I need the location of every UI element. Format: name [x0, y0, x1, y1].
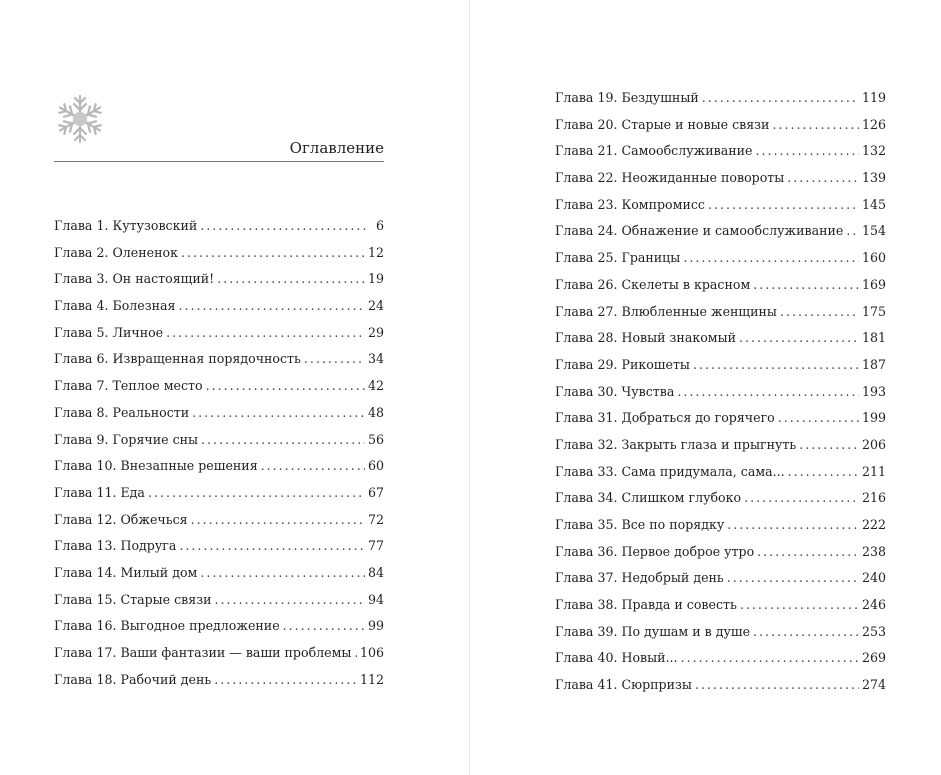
toc-entry-page: 160: [861, 250, 886, 266]
toc-entry[interactable]: [555, 595, 886, 622]
toc-entry-label: Глава 30. Чувства: [555, 383, 675, 399]
toc-entry-label: Глава 11. Еда: [54, 484, 145, 500]
toc-entry-page: 94: [367, 591, 384, 607]
dot-leader: [683, 248, 859, 268]
dot-leader: [179, 536, 365, 556]
toc-entry-label: Глава 27. Влюбленные женщины: [555, 303, 777, 319]
toc-entry-label: Глава 20. Старые и новые связи: [555, 116, 770, 132]
toc-entry[interactable]: [555, 302, 886, 329]
toc-entry-page: 67: [367, 484, 384, 500]
dot-leader: [181, 243, 365, 263]
dot-leader: [727, 515, 859, 535]
toc-entry-page: 24: [367, 298, 384, 314]
toc-entry[interactable]: [54, 510, 384, 537]
toc-entry[interactable]: [555, 435, 886, 462]
toc-entry-label: Глава 19. Бездушный: [555, 90, 699, 105]
toc-entry-page: 187: [861, 356, 886, 372]
toc-entry-page: 132: [861, 143, 886, 159]
toc-entry[interactable]: [54, 456, 384, 483]
toc-entry-label: Глава 25. Границы: [555, 250, 681, 266]
toc-entry-label: Глава 34. Слишком глубоко: [555, 490, 742, 506]
dot-leader: [755, 141, 859, 161]
toc-entry-page: 193: [861, 383, 886, 399]
toc-entry[interactable]: [54, 483, 384, 510]
toc-entry-page: 216: [861, 490, 886, 506]
toc-entry[interactable]: [555, 221, 886, 248]
toc-entry[interactable]: [555, 355, 886, 382]
toc-entry-label: Глава 41. Сюрпризы: [555, 677, 692, 693]
toc-entry-label: Глава 35. Все по порядку: [555, 517, 725, 532]
toc-entry[interactable]: [555, 408, 886, 435]
toc-entry-label: Глава 32. Закрыть глаза и прыгнуть: [555, 436, 797, 452]
toc-entry-label: Глава 8. Реальности: [54, 404, 190, 420]
toc-entry-label: Глава 3. Он настоящий!: [54, 271, 215, 287]
toc-entry-label: Глава 13. Подруга: [54, 538, 177, 554]
toc-entry-label: Глава 1. Кутузовский: [54, 218, 198, 233]
toc-entry-page: 211: [861, 463, 886, 479]
dot-leader: [354, 643, 357, 663]
toc-entry-label: Глава 12. Обжечься: [54, 511, 188, 527]
dot-leader: [214, 670, 357, 690]
dot-leader: [214, 590, 364, 610]
toc-entry[interactable]: [555, 648, 886, 675]
toc-entry-page: 19: [367, 271, 384, 287]
toc-entry-label: Глава 2. Олененок: [54, 244, 178, 260]
toc-entry-label: Глава 33. Сама придумала, сама...: [555, 463, 785, 479]
toc-entry[interactable]: [54, 563, 384, 590]
dot-leader: [283, 616, 365, 636]
toc-entry-label: Глава 29. Рикошеты: [555, 356, 690, 372]
toc-entry-label: Глава 10. Внезапные решения: [54, 458, 258, 474]
dot-leader: [200, 216, 367, 236]
toc-entry[interactable]: [555, 248, 886, 275]
toc-entry[interactable]: [555, 382, 886, 409]
toc-entry[interactable]: [54, 670, 384, 697]
title-divider: [54, 161, 384, 162]
toc-entry[interactable]: [54, 323, 384, 350]
toc-entry[interactable]: [555, 88, 886, 115]
toc-entry[interactable]: [54, 243, 384, 270]
dot-leader: [780, 302, 859, 322]
toc-entry-label: Глава 7. Теплое место: [54, 378, 203, 394]
dot-leader: [217, 269, 365, 289]
toc-entry-label: Глава 4. Болезная: [54, 298, 176, 314]
toc-entry-page: 72: [367, 511, 384, 527]
toc-entry[interactable]: [555, 195, 886, 222]
dot-leader: [677, 382, 859, 402]
dot-leader: [772, 115, 859, 135]
toc-entry-page: 106: [359, 645, 384, 660]
toc-entry-label: Глава 40. Новый...: [555, 650, 678, 666]
toc-entry-page: 48: [367, 404, 384, 420]
toc-entry[interactable]: [54, 430, 384, 457]
toc-entry[interactable]: [54, 590, 384, 617]
toc-entry[interactable]: [54, 403, 384, 430]
dot-leader: [739, 328, 859, 348]
dot-leader: [681, 648, 859, 668]
toc-entry-label: Глава 14. Милый дом: [54, 564, 198, 580]
dot-leader: [799, 435, 859, 455]
toc-entry-label: Глава 22. Неожиданные повороты: [555, 170, 785, 186]
toc-entry[interactable]: [555, 462, 886, 489]
toc-entry-page: 119: [861, 90, 886, 105]
toc-entry-label: Глава 28. Новый знакомый: [555, 330, 736, 346]
toc-entry-page: 181: [861, 330, 886, 346]
toc-entry-label: Глава 16. Выгодное предложение: [54, 618, 280, 634]
left-page: [0, 0, 469, 775]
toc-entry-label: Глава 18. Рабочий день: [54, 671, 212, 687]
dot-leader: [693, 355, 859, 375]
toc-entry-page: 56: [367, 431, 384, 447]
dot-leader: [191, 510, 365, 530]
toc-entry-page: 60: [367, 458, 384, 474]
toc-entry-page: 29: [367, 324, 384, 340]
dot-leader: [206, 376, 365, 396]
toc-entry-page: 199: [861, 410, 886, 426]
toc-entry-page: 154: [861, 223, 886, 239]
toc-entry-label: Глава 26. Скелеты в красном: [555, 276, 751, 292]
toc-entry[interactable]: [555, 488, 886, 515]
toc-entry-page: 12: [367, 244, 384, 260]
toc-entry-label: Глава 17. Ваши фантазии — ваши проблемы: [54, 645, 352, 660]
toc-entry[interactable]: [555, 328, 886, 355]
toc-entry-page: 84: [367, 564, 384, 580]
dot-leader: [192, 403, 365, 423]
toc-entry-page: 175: [861, 303, 886, 319]
dot-leader: [740, 595, 859, 615]
toc-entry-page: 139: [861, 170, 886, 186]
toc-entry[interactable]: [555, 275, 886, 302]
toc-entry[interactable]: [54, 216, 384, 243]
toc-entry-page: 169: [861, 276, 886, 292]
toc-entry-label: Глава 6. Извращенная порядочность: [54, 351, 301, 367]
toc-entry-page: 6: [375, 218, 384, 233]
dot-leader: [261, 456, 365, 476]
dot-leader: [846, 221, 859, 241]
toc-entry-page: 238: [861, 543, 886, 559]
toc-entry-page: 274: [861, 677, 886, 693]
toc-entry-page: 77: [367, 538, 384, 554]
toc-entry[interactable]: [555, 168, 886, 195]
toc-entry-page: 34: [367, 351, 384, 367]
toc-entry[interactable]: [54, 616, 384, 643]
dot-leader: [744, 488, 859, 508]
dot-leader: [757, 542, 859, 562]
toc-entry-page: 206: [861, 436, 886, 452]
toc-title: Оглавление: [289, 139, 384, 157]
toc-list-left: [54, 216, 384, 696]
dot-leader: [787, 168, 859, 188]
dot-leader: [304, 349, 365, 369]
dot-leader: [201, 430, 365, 450]
toc-entry[interactable]: [54, 269, 384, 296]
toc-entry-page: 112: [359, 671, 384, 687]
toc-entry-page: 269: [861, 650, 886, 666]
toc-entry-label: Глава 21. Самообслуживание: [555, 143, 753, 159]
toc-entry[interactable]: [555, 622, 886, 649]
dot-leader: [727, 568, 859, 588]
toc-entry-label: Глава 37. Недобрый день: [555, 570, 724, 586]
toc-entry-page: 253: [861, 623, 886, 639]
toc-entry-page: 240: [861, 570, 886, 586]
dot-leader: [148, 483, 365, 503]
toc-entry-page: 42: [367, 378, 384, 394]
toc-entry[interactable]: [555, 568, 886, 595]
toc-entry-label: Глава 31. Добраться до горячего: [555, 410, 775, 426]
toc-entry[interactable]: [555, 141, 886, 168]
toc-list-right: [555, 88, 886, 702]
toc-entry-label: Глава 9. Горячие сны: [54, 431, 199, 447]
dot-leader: [708, 195, 859, 215]
dot-leader: [778, 408, 859, 428]
toc-entry-page: 126: [861, 116, 886, 132]
toc-entry-label: Глава 38. Правда и совесть: [555, 597, 737, 613]
toc-entry-label: Глава 5. Личное: [54, 324, 164, 340]
toc-entry[interactable]: [555, 115, 886, 142]
toc-entry[interactable]: [54, 536, 384, 563]
dot-leader: [695, 675, 859, 695]
dot-leader: [166, 323, 365, 343]
toc-entry[interactable]: [54, 376, 384, 403]
right-page: [470, 0, 941, 775]
toc-entry[interactable]: [555, 515, 886, 542]
toc-entry-label: Глава 24. Обнажение и самообслуживание: [555, 223, 844, 239]
dot-leader: [702, 88, 859, 108]
toc-entry-label: Глава 23. Компромисс: [555, 196, 705, 212]
toc-entry-label: Глава 39. По душам и в душе: [555, 623, 751, 639]
toc-entry[interactable]: [54, 349, 384, 376]
toc-entry-label: Глава 36. Первое доброе утро: [555, 543, 755, 559]
dot-leader: [788, 462, 859, 482]
toc-entry-page: 99: [367, 618, 384, 634]
toc-entry-label: Глава 15. Старые связи: [54, 591, 212, 607]
toc-entry[interactable]: [555, 542, 886, 569]
toc-entry[interactable]: [54, 296, 384, 323]
toc-entry-page: 222: [861, 517, 886, 532]
toc-entry-page: 246: [861, 597, 886, 613]
toc-entry[interactable]: [555, 675, 886, 702]
toc-entry-page: 145: [861, 196, 886, 212]
dot-leader: [753, 622, 859, 642]
dot-leader: [753, 275, 859, 295]
dot-leader: [178, 296, 364, 316]
dot-leader: [200, 563, 365, 583]
toc-entry[interactable]: [54, 643, 384, 670]
